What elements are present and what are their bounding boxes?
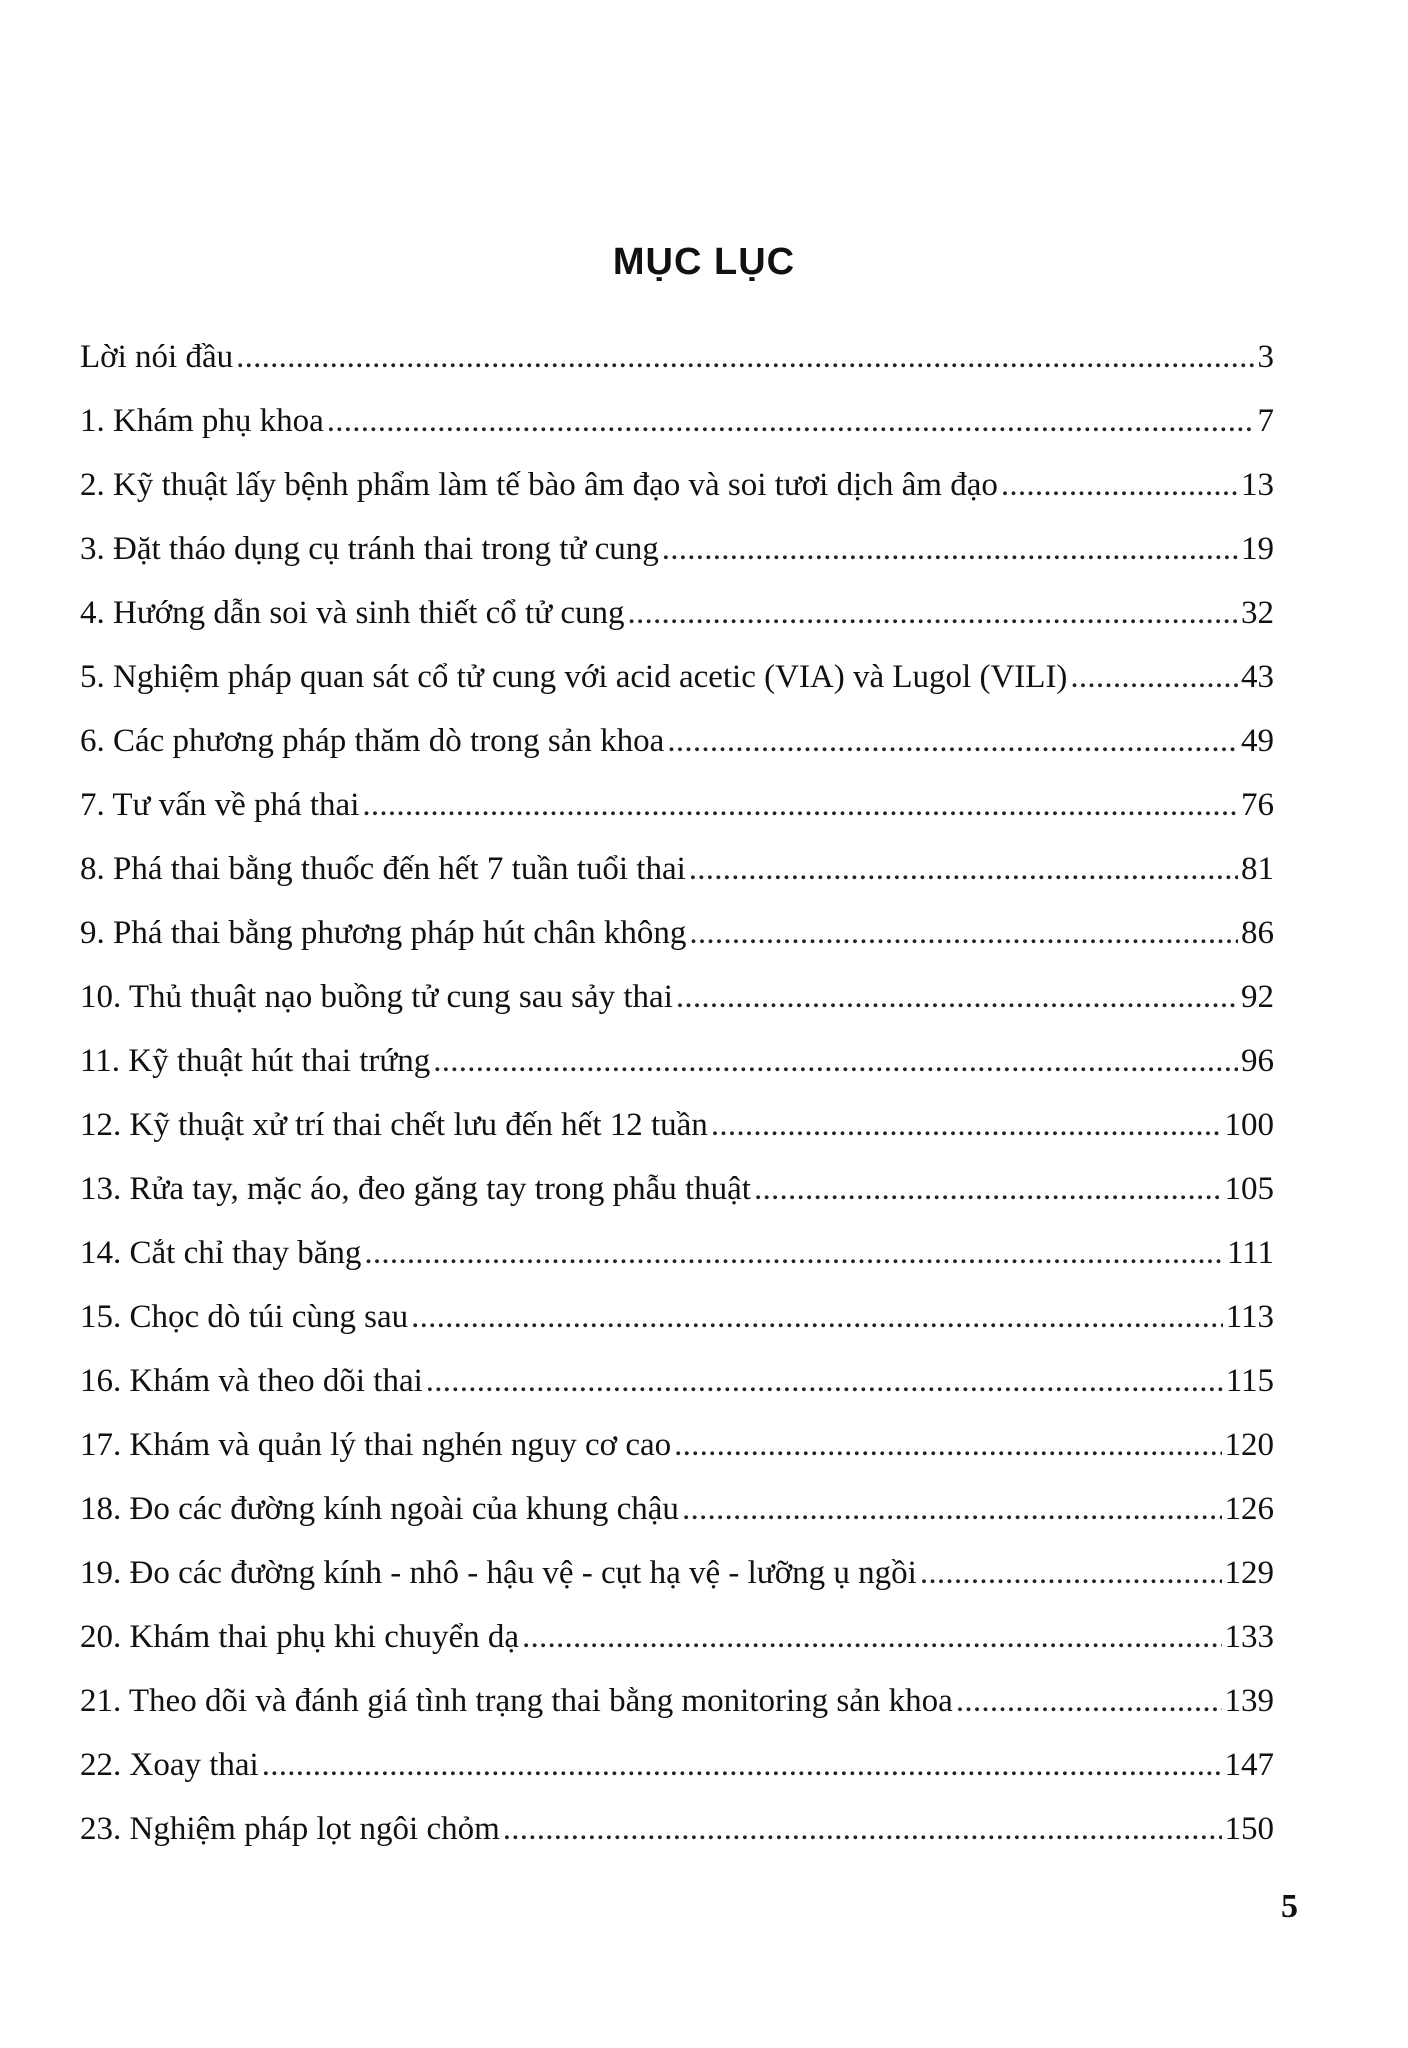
dot-leader [956,1669,1222,1733]
toc-entry-page: 113 [1225,1299,1274,1335]
dot-leader [711,1093,1222,1157]
toc-entry-page: 129 [1224,1555,1274,1591]
toc-entry [80,645,1274,709]
toc-entry-title: 18. Đo các đường kính ngoài của khung chậu [80,1491,679,1527]
toc-entry [80,965,1274,1029]
page-title: MỤC LỤC [612,241,796,284]
toc-entry-title: 23. Nghiệm pháp lọt ngôi chỏm [80,1811,500,1847]
toc-entry-title: 10. Thủ thuật nạo buồng tử cung sau sảy thai [80,979,673,1015]
toc-entry-title: 13. Rửa tay, mặc áo, đeo găng tay trong phẫu thuật [80,1171,751,1207]
toc-entry-title: 15. Chọc dò túi cùng sau [80,1299,409,1335]
toc-entry [80,1029,1274,1093]
dot-leader [433,1029,1238,1093]
toc-entry-title: 9. Phá thai bằng phương pháp hút chân không [80,915,687,951]
toc-entry-page: 81 [1241,851,1274,887]
toc-entry [80,837,1274,901]
toc-entry [80,901,1274,965]
toc-entry [80,1157,1274,1221]
toc-entry-title: 20. Khám thai phụ khi chuyển dạ [80,1619,519,1655]
toc-entry-page: 92 [1241,979,1274,1015]
dot-leader [682,1477,1222,1541]
toc-entry [80,581,1274,645]
toc-entry-page: 115 [1225,1363,1274,1399]
toc-entry [80,517,1274,581]
toc-entry [80,1285,1274,1349]
dot-leader [689,837,1238,901]
toc-entry-page: 19 [1241,531,1274,567]
toc-entry [80,1477,1274,1541]
toc-entry-page: 111 [1226,1235,1274,1271]
toc-entry-page: 120 [1224,1427,1274,1463]
toc-entry [80,325,1274,389]
toc-entry-page: 96 [1241,1043,1274,1079]
toc-entry [80,1221,1274,1285]
toc-entry [80,453,1274,517]
dot-leader [362,773,1238,837]
toc-entry [80,773,1274,837]
page-number: 5 [1281,1888,1298,1925]
toc-entry-page: 32 [1241,595,1274,631]
toc-entry [80,1797,1274,1861]
dot-leader [236,325,1254,389]
toc-entry-title: 7. Tư vấn về phá thai [80,787,360,823]
toc-entry-page: 49 [1241,723,1274,759]
dot-leader [674,1413,1221,1477]
dot-leader [689,901,1238,965]
dot-leader [262,1733,1222,1797]
dot-leader [676,965,1238,1029]
toc-entry-title: 1. Khám phụ khoa [80,403,324,439]
toc-entry-title: 6. Các phương pháp thăm dò trong sản khoa [80,723,665,759]
toc-entry-page: 7 [1257,403,1274,439]
toc-entry-title: 11. Kỹ thuật hút thai trứng [80,1043,431,1079]
dot-leader [667,709,1238,773]
dot-leader [327,389,1255,453]
dot-leader [522,1605,1222,1669]
toc-entry-title: 17. Khám và quản lý thai nghén nguy cơ cao [80,1427,672,1463]
toc-entry-title: 3. Đặt tháo dụng cụ tránh thai trong tử cung [80,531,659,567]
dot-leader [754,1157,1222,1221]
toc-entry [80,1093,1274,1157]
toc-entry-title: 8. Phá thai bằng thuốc đến hết 7 tuần tuổi thai [80,851,686,887]
toc-entry-page: 13 [1241,467,1274,503]
toc-entry-page: 126 [1224,1491,1274,1527]
toc-entry [80,1413,1274,1477]
toc-entry-title: 22. Xoay thai [80,1747,259,1783]
toc-entry-title: 12. Kỹ thuật xử trí thai chết lưu đến hết 12 tuần [80,1107,708,1143]
toc-entry-page: 3 [1257,339,1274,375]
dot-leader [627,581,1238,645]
toc-entry-page: 86 [1241,915,1274,951]
toc-entry [80,1541,1274,1605]
dot-leader [1070,645,1238,709]
toc-entry [80,389,1274,453]
toc-entry-title: Lời nói đầu [80,339,234,375]
toc-entry-title: 2. Kỹ thuật lấy bệnh phẩm làm tế bào âm đạo và soi tươi dịch âm đạo [80,467,998,503]
dot-leader [1001,453,1238,517]
toc-entry-title: 21. Theo dõi và đánh giá tình trạng thai bằng monitoring sản khoa [80,1683,953,1719]
toc-entry-title: 14. Cắt chỉ thay băng [80,1235,362,1271]
toc-entry-title: 5. Nghiệm pháp quan sát cổ tử cung với acid acetic (VIA) và Lugol (VILI) [80,659,1068,695]
dot-leader [426,1349,1223,1413]
toc-entry-title: 4. Hướng dẫn soi và sinh thiết cổ tử cung [80,595,625,631]
table-of-contents [80,325,1274,1861]
toc-entry-page: 100 [1224,1107,1274,1143]
toc-entry [80,1733,1274,1797]
toc-entry-title: 19. Đo các đường kính - nhô - hậu vệ - cụt hạ vệ - lưỡng ụ ngồi [80,1555,917,1591]
dot-leader [503,1797,1222,1861]
toc-entry-page: 150 [1224,1811,1274,1847]
dot-leader [411,1285,1223,1349]
dot-leader [364,1221,1224,1285]
toc-entry-page: 43 [1241,659,1274,695]
toc-entry-title: 16. Khám và theo dõi thai [80,1363,423,1399]
toc-entry [80,1669,1274,1733]
dot-leader [662,517,1238,581]
toc-entry-page: 105 [1224,1171,1274,1207]
toc-entry-page: 147 [1224,1747,1274,1783]
toc-entry-page: 133 [1224,1619,1274,1655]
toc-entry [80,1349,1274,1413]
toc-entry-page: 139 [1224,1683,1274,1719]
toc-entry [80,709,1274,773]
dot-leader [920,1541,1222,1605]
toc-entry-page: 76 [1241,787,1274,823]
toc-entry [80,1605,1274,1669]
